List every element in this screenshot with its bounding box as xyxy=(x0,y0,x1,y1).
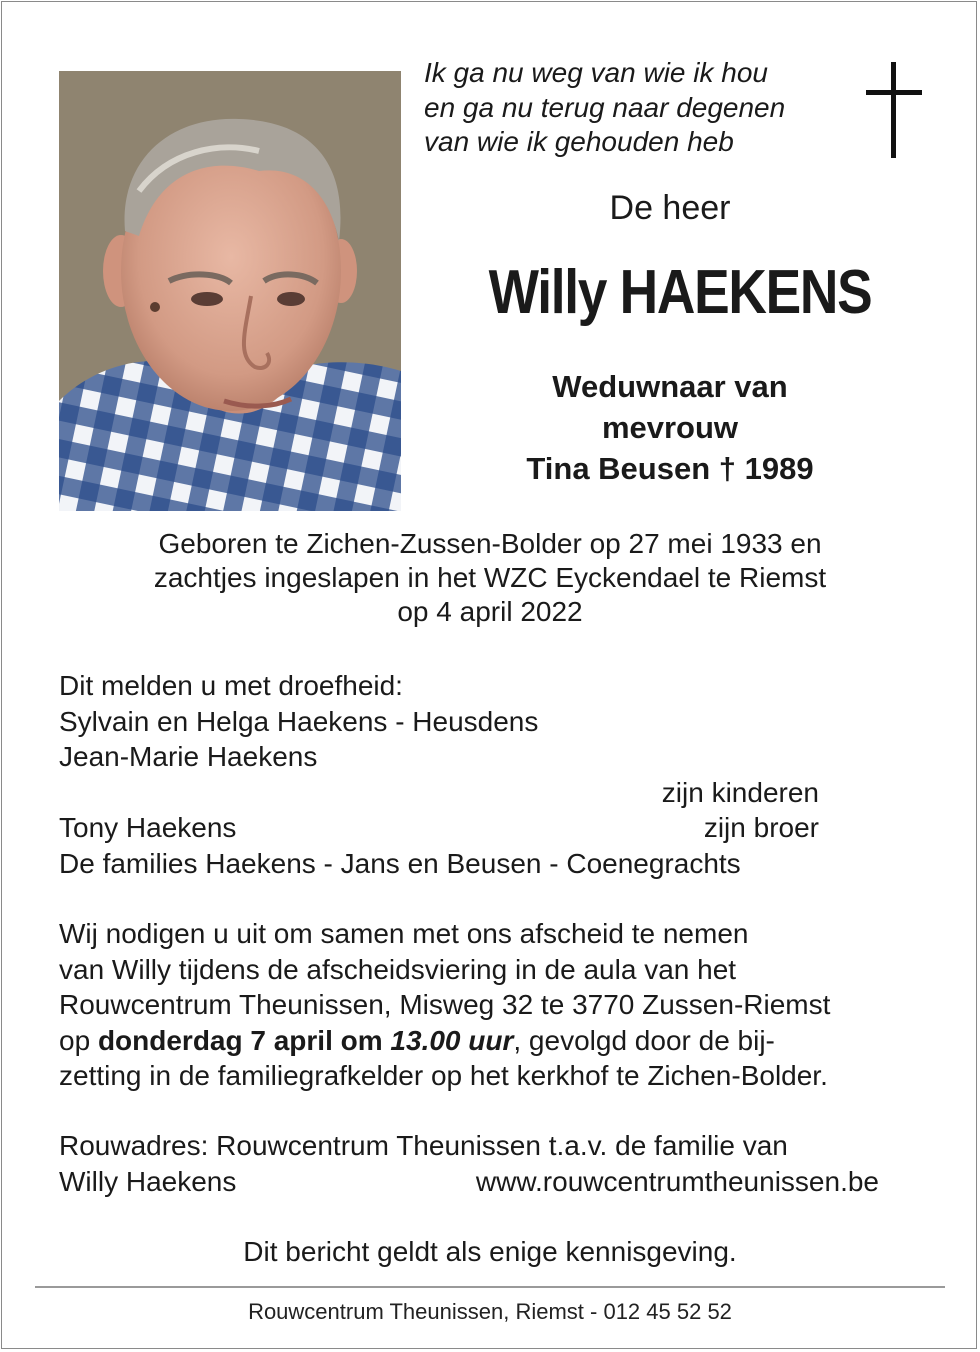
family-role: zijn kinderen xyxy=(661,776,819,808)
spouse-line: Tina Beusen † 1989 xyxy=(526,451,814,486)
spouse-line: mevrouw xyxy=(601,410,739,445)
family-list xyxy=(59,668,819,881)
portrait-illustration xyxy=(59,71,401,511)
portrait-photo xyxy=(59,71,401,511)
poem-line: en ga nu terug naar degenen xyxy=(424,91,786,123)
invitation-line: zetting in de familiegrafkelder op het kerkhof te Zichen-Bolder. xyxy=(59,1060,828,1091)
cross-icon xyxy=(866,62,922,158)
spouse-info xyxy=(470,366,870,489)
address-name: Willy Haekens xyxy=(59,1165,237,1197)
family-member: De families Haekens - Jans en Beusen - Coenegrachts xyxy=(59,847,741,879)
invitation-text: op xyxy=(59,1024,98,1056)
divider xyxy=(35,1286,945,1288)
website-link[interactable]: www.rouwcentrumtheunissen.be xyxy=(475,1165,879,1197)
poem xyxy=(424,56,785,160)
deceased-name: Willy HAEKENS xyxy=(488,258,872,327)
poem-line: van wie ik gehouden heb xyxy=(424,126,734,157)
family-intro: Dit melden u met droefheid: xyxy=(59,670,403,701)
birth-line: Geboren te Zichen-Zussen-Bolder op 27 mei 1933 en xyxy=(158,528,822,559)
birth-line: zachtjes ingeslapen in het WZC Eyckendael te Riemst xyxy=(153,562,827,593)
service-date: donderdag 7 april om xyxy=(97,1024,391,1056)
invitation-line: van Willy tijdens de afscheidsviering in de aula van het xyxy=(59,953,737,985)
invitation xyxy=(59,916,939,1094)
mourning-address xyxy=(59,1128,879,1199)
invitation-text: , gevolgd door de bij- xyxy=(513,1024,775,1056)
family-row xyxy=(59,810,819,846)
family-member: Jean-Marie Haekens xyxy=(59,741,318,772)
salutation: De heer xyxy=(609,189,731,227)
invitation-line xyxy=(59,1023,939,1059)
spouse-line: Weduwnaar van xyxy=(552,369,788,404)
footer: Rouwcentrum Theunissen, Riemst - 012 45 52 52 xyxy=(248,1299,732,1324)
family-role: zijn broer xyxy=(703,812,819,843)
service-time: 13.00 uur xyxy=(390,1024,514,1056)
notice-text: Dit bericht geldt als enige kennisgeving. xyxy=(243,1236,737,1267)
family-member: Tony Haekens xyxy=(59,812,237,843)
address-line: Rouwadres: Rouwcentrum Theunissen t.a.v. de familie van xyxy=(59,1130,788,1161)
invitation-line: Rouwcentrum Theunissen, Misweg 32 te 3770 Zussen-Riemst xyxy=(59,989,831,1020)
poem-line: Ik ga nu weg van wie ik hou xyxy=(424,57,768,88)
birth-line: op 4 april 2022 xyxy=(397,596,583,627)
birth-death-info xyxy=(0,527,980,629)
address-row xyxy=(59,1164,879,1200)
invitation-line: Wij nodigen u uit om samen met ons afscheid te nemen xyxy=(59,918,749,949)
family-member: Sylvain en Helga Haekens - Heusdens xyxy=(59,705,539,737)
